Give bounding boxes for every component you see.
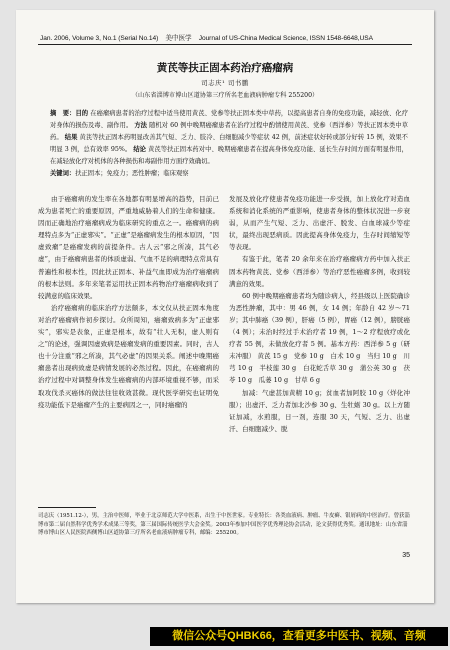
results-label: 结果 — [64, 134, 78, 141]
body-paragraph: 加减：气虚甚加黄精 10 g；贫血者加阿胶 10 g（烊化冲服）；出虚汗、乏力者加北沙参 30 g、生牡蛎 30 g。以上方随证加减，水煎服，日一剂，连服 30 天，气短、乏力、出虚汗、白细胞减少、脱 — [229, 388, 410, 433]
conclusion-label: 结论 — [133, 146, 146, 153]
methods-text: 随机对 60 例中晚期癌瘤患者在治疗过程中酌情使用黄芪、党参（西洋参）等扶正固本类中草药。 — [50, 122, 408, 141]
results-text: 黄芪等扶正固本药明显改善其气短、乏力、肢冷、白细胞减少等症状 42 例，前述症状好转或部分好转 15 例，效果不明显 3 例，总有效率 95%。 — [50, 134, 408, 153]
body-column-left — [38, 193, 219, 411]
abstract — [50, 108, 408, 168]
page-number: 35 — [402, 552, 410, 559]
article-title: 黄芪等扶正固本药治疗癌瘤病 — [156, 62, 294, 74]
wechat-banner: 微信公众号QHBK66，查看更多中医书、视频、音频 — [150, 627, 448, 646]
footnote-rule — [38, 507, 96, 508]
conclusion-text: 黄芪等扶正固本药对中、晚期癌瘤患者在提高身体免疫功能、延长生存时间方面有明显作用，在减轻放化疗对机体的各种损伤和毒副作用方面疗效确切。 — [50, 146, 408, 165]
header-right: Journal of US-China Medical Science, ISSN 1548-6648,USA — [198, 35, 373, 42]
objective-label: 目的 — [75, 110, 89, 117]
body-paragraph: 发展及放化疗使患者免疫功能进一步受损，加上放化疗对造血系统和消化系统的严重影响，使患者身体的整体状况进一步衰弱，从而产生气短、乏力、出虚汗、脱发、白血球减少等症状，最终出现恶病质。因此提高身体免疫力，生存时间缩短等等表现。 — [229, 195, 410, 252]
article-affiliation: （山东省淄博市博山区道协第三疗所名老血液病肿瘤专科 255200） — [131, 92, 319, 99]
keywords — [50, 168, 408, 177]
body-paragraph: 由于癌瘤病的发生率在各地都有明显增高的趋势，目前已成为患者死亡的重要原因，严重地威胁着人们的生命和健康。因而正确地治疗癌瘤病成为临床研究的重点之一。癌瘤病的病理特点多为“正虚邪实”。“正虚”是癌瘤病发生的根本原因，“因虚致瘤”是癌瘤发病的前提条件。古人云“邪之所凑，其气必虚”，由于癌瘤病患者的体质虚弱、气血不足的病理特点常具有普遍性和根本性，因此扶正固本、补益气血即成为治疗癌瘤病的根本法则。多年来笔者运用扶正固本药物治疗癌瘤病收到了较满意的临床效果。 — [38, 195, 219, 300]
body-paragraph: 60 例中晚期癌瘤患者均为随诊病人，经县级以上医院确诊为恶性肿瘤，其中：男 46 例，女 14 例；年龄自 42 岁～71 岁；其中肺癌（39 例），肝癌（5 例），胃癌（12 例），膀胱癌（4 例）；未治时经过手术治疗者 19 例，1～2 疗程放疗或化疗者 55 例，未做放化疗者 5 例。基本方药：西洋参 5 g（研末冲服） 黄芪 15 g 党参 10 g 白术 10 g 当归 10 g 川芎 10 g 半枝莲 30 g 白花蛇舌草 30 g 蒲公英 30 g 茯苓 10 g 瓜蒌 10 g 甘草 6 g — [229, 291, 410, 385]
body-paragraph: 有鉴于此，笔者 20 余年来在治疗癌瘤病方药中加入扶正固本药物黄芪、党参（西洋参）等治疗恶性癌瘤多例，收到较满意的效果。 — [229, 255, 410, 288]
abstract-label: 摘 要： — [50, 110, 76, 117]
author-footnote: 司志庆（1951.12-），男，主治中医师，毕业于北京师范大学中医系，出生于中医世家。专业特长：各类血液病、肿瘤、牛皮癣、银屑病的中医治疗。曾获淄博市第二届自然科学优秀学术成果三等奖，第三届国际传统医学大会金奖。2003年参加中国医学优秀理论协会活动，论文获得优秀奖。通讯地址：山东省淄博市博山区人民医院西侧博山区道协第三疗所名老血液病肿瘤专科，邮编：255200。 — [38, 513, 410, 537]
body-paragraph: 治疗癌瘤病的临床治疗方法颇多，本文仅从扶正固本角度对治疗癌瘤病作初步探讨。众所周知，癌瘤致病多为“正虚邪实”，邪实是表象，正虚是根本，故有“壮人无积，虚人则有之”的论述，强调因虚致病是癌瘤发病的重要因素。同时，古人也十分注重“邪之所凑，其气必虚”的因果关系。阐述中晚期癌瘤患者出现病致虚是病情发展的必然过程。因此，在癌瘤病的治疗过程中对调整身体发生癌瘤病的内部环境重视不够，而采取攻伐杀灭癌体的做法往往收效甚微。现代医学研究也证明免疫功能低下是癌瘤产生的主要病因之一，同时癌瘤的 — [38, 303, 219, 409]
objective-text: 在癌瘤病患者的治疗过程中适当使用黄芪、党参等扶正固本类中草药，以提高患者自身的免疫功能，减轻放、化疗对身体的损伤及毒、副作用。 — [50, 110, 409, 129]
body-column-right — [229, 193, 410, 435]
journal-page — [16, 10, 434, 603]
running-header — [40, 32, 410, 42]
header-rule — [38, 44, 412, 45]
keywords-label: 关键词： — [50, 170, 76, 177]
methods-label: 方法 — [134, 122, 148, 129]
article-authors: 司志庆¹ 司书鹏 — [201, 79, 249, 87]
header-middle: 美中医学 — [165, 34, 192, 42]
header-left: Jan. 2006, Volume 3, No.1 (Serial No.14) — [40, 35, 159, 42]
keywords-text: 扶正固本；免疫力；恶性肿瘤；临床观察 — [75, 170, 189, 177]
